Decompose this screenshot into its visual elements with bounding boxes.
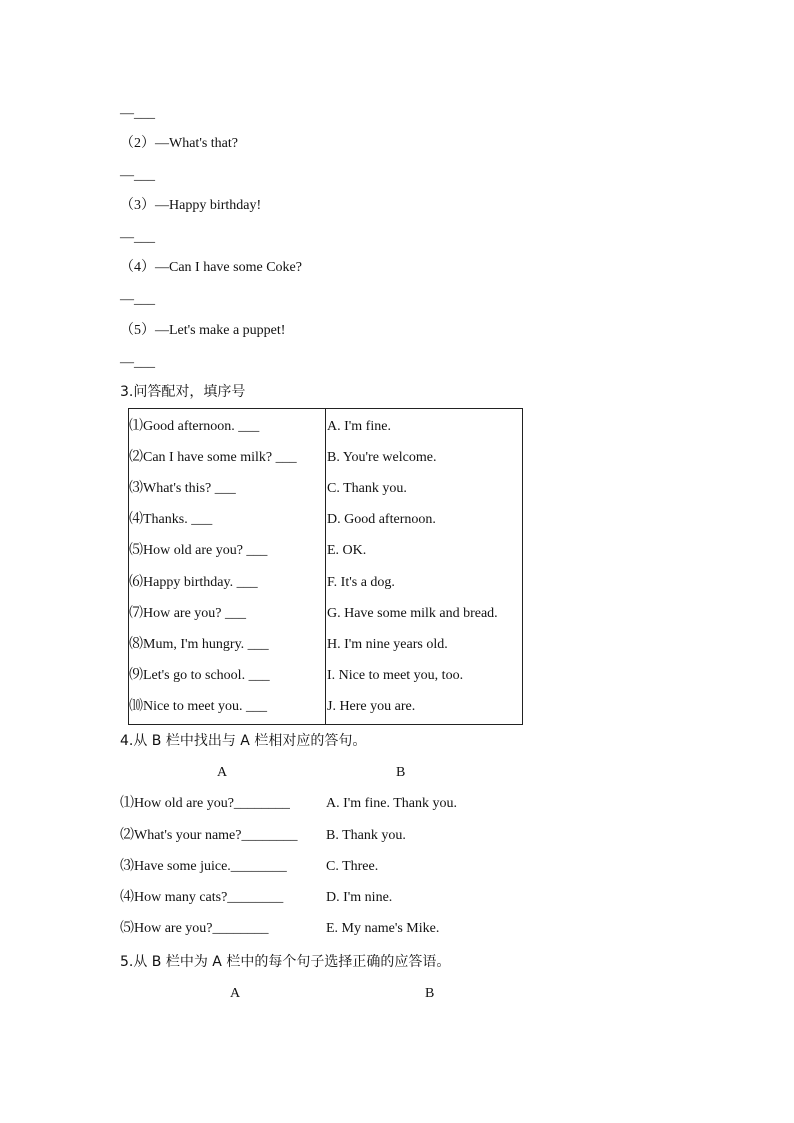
question-item: ⑸How are you?________ (120, 921, 269, 936)
column-a-label: A (217, 765, 228, 780)
question-item: ⑷Thanks. ___ (129, 512, 213, 527)
section4-heading: 4.从 B 栏中找出与 A 栏相对应的答句。 (120, 733, 367, 749)
answer-option: I. Nice to meet you, too. (327, 668, 464, 683)
column-b-label: B (425, 986, 435, 1001)
question-item: ⑴Good afternoon. ___ (129, 419, 260, 434)
dialogue-line: （2）—What's that? (120, 136, 238, 151)
answer-option: C. Three. (326, 859, 379, 874)
section5-heading: 5.从 B 栏中为 A 栏中的每个句子选择正确的应答语。 (120, 954, 451, 970)
answer-option: B. Thank you. (326, 828, 406, 843)
column-b (326, 409, 523, 725)
answer-option: D. Good afternoon. (327, 512, 436, 527)
answer-option: C. Thank you. (327, 481, 407, 496)
question-item: ⑽Nice to meet you. ___ (129, 699, 268, 714)
question-item: ⑹Happy birthday. ___ (129, 575, 258, 590)
question-item: ⑼Let's go to school. ___ (129, 668, 270, 683)
answer-option: E. My name's Mike. (326, 921, 440, 936)
question-item: ⑺How are you? ___ (129, 606, 247, 621)
matching-table (128, 408, 523, 725)
answer-option: A. I'm fine. Thank you. (326, 796, 457, 811)
answer-blank-line: —___ (120, 106, 155, 121)
question-item: ⑶Have some juice.________ (120, 859, 287, 874)
answer-blank-line: —___ (120, 292, 155, 307)
dialogue-line: （4）—Can I have some Coke? (120, 260, 302, 275)
dialogue-line: （3）—Happy birthday! (120, 198, 262, 213)
column-b-label: B (396, 765, 406, 780)
question-item: ⑶What's this? ___ (129, 481, 236, 496)
section3-heading: 3.问答配对，填序号 (120, 384, 246, 400)
question-item: ⑵What's your name?________ (120, 828, 298, 843)
answer-option: D. I'm nine. (326, 890, 393, 905)
answer-blank-line: —___ (120, 355, 155, 370)
answer-option: F. It's a dog. (327, 575, 395, 590)
question-item: ⑷How many cats?________ (120, 890, 284, 905)
answer-option: A. I'm fine. (327, 419, 391, 434)
answer-option: J. Here you are. (327, 699, 416, 714)
answer-blank-line: —___ (120, 230, 155, 245)
column-a (129, 409, 326, 725)
answer-option: H. I'm nine years old. (327, 637, 448, 652)
question-item: ⑴How old are you?________ (120, 796, 290, 811)
answer-blank-line: —___ (120, 168, 155, 183)
answer-option: E. OK. (327, 543, 367, 558)
question-item: ⑻Mum, I'm hungry. ___ (129, 637, 269, 652)
answer-option: B. You're welcome. (327, 450, 437, 465)
column-a-label: A (230, 986, 241, 1001)
answer-option: G. Have some milk and bread. (327, 606, 498, 621)
question-item: ⑸How old are you? ___ (129, 543, 268, 558)
question-item: ⑵Can I have some milk? ___ (129, 450, 297, 465)
dialogue-line: （5）—Let's make a puppet! (120, 323, 286, 338)
